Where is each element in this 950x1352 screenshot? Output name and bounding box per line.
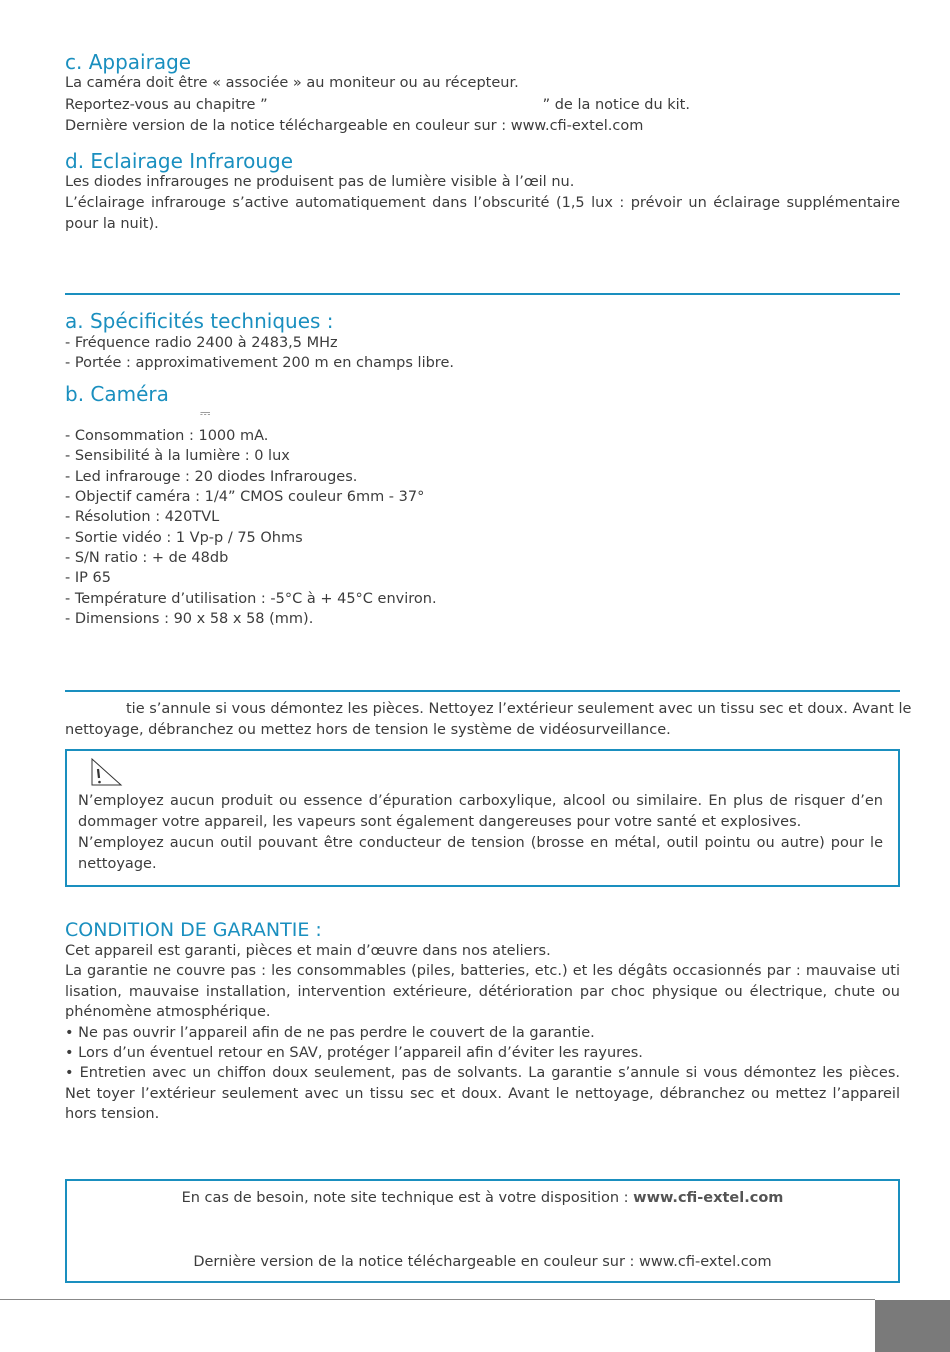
section-heading-appairage: c. Appairage bbox=[65, 50, 192, 74]
guarantee-bullet: • Ne pas ouvrir l’appareil afin de ne pas perdre le couvert de la garantie. bbox=[65, 1025, 595, 1041]
appairage-reference bbox=[65, 95, 690, 115]
spec-item: - Portée : approximativement 200 m en champs libre. bbox=[65, 355, 454, 371]
warning-box bbox=[65, 749, 900, 887]
maintenance-text: tie s’annule si vous démontez les pièces. Nettoyez l’extérieur seulement avec un tissu sec et doux. Avant le bbox=[126, 701, 912, 717]
support-box bbox=[65, 1179, 900, 1283]
support-text bbox=[67, 1188, 898, 1208]
support-url-link[interactable]: www.cfi-extel.com bbox=[633, 1190, 784, 1206]
guarantee-exclusions: La garantie ne couvre pas : les consommables (piles, batteries, etc.) et les dégâts occasionnés par : mauvaise uti lisation, mauvaise installation, intervention extérieure, détérioration par choc physique ou électrique, chute ou phénomène atmosphérique. bbox=[65, 963, 900, 1020]
camera-spec-item: - Température d’utilisation : -5°C à + 45°C environ. bbox=[65, 591, 437, 607]
dc-symbol-icon: ⎓ bbox=[200, 406, 211, 421]
support-notice-link: Dernière version de la notice téléchargeable en couleur sur : www.cfi-extel.com bbox=[193, 1254, 772, 1270]
warning-paragraph: N’employez aucun produit ou essence d’épuration carboxylique, alcool ou similaire. En plus de risquer d’en dommager votre appareil, les vapeurs sont également dangereuses pour votre santé et explosives. bbox=[78, 793, 883, 830]
camera-spec-item: - Objectif caméra : 1/4” CMOS couleur 6mm - 37° bbox=[65, 489, 425, 505]
appairage-text: La caméra doit être « associée » au moniteur ou au récepteur. bbox=[65, 75, 519, 91]
camera-spec-item: - S/N ratio : + de 48db bbox=[65, 550, 229, 566]
camera-spec-item: - Résolution : 420TVL bbox=[65, 509, 220, 525]
spec-item: - Fréquence radio 2400 à 2483,5 MHz bbox=[65, 335, 338, 351]
page-tab bbox=[875, 1300, 950, 1352]
guarantee-bullet: • Lors d’un éventuel retour en SAV, protéger l’appareil afin d’éviter les rayures. bbox=[65, 1045, 643, 1061]
guarantee-bullet: • Entretien avec un chiffon doux seulement, pas de solvants. La garantie s’annule si vous démontez les pièces. Net toyer l’extérieur seulement avec un tissu sec et doux. Avant le nettoyage, débranchez ou mettez l’appareil hors tension. bbox=[65, 1065, 900, 1122]
maintenance-text: nettoyage, débranchez ou mettez hors de tension le système de vidéosurveillance. bbox=[65, 722, 671, 738]
infrared-text: Les diodes infrarouges ne produisent pas de lumière visible à l’œil nu. bbox=[65, 174, 575, 190]
appairage-reference-start: Reportez-vous au chapitre ” bbox=[65, 97, 268, 113]
guarantee-text: Cet appareil est garanti, pièces et main d’œuvre dans nos ateliers. bbox=[65, 943, 551, 959]
camera-spec-item: - Sensibilité à la lumière : 0 lux bbox=[65, 448, 290, 464]
infrared-paragraph: L’éclairage infrarouge s’active automatiquement dans l’obscurité (1,5 lux : prévoir un éclairage supplémentaire pour la nuit). bbox=[65, 195, 900, 232]
section-divider bbox=[65, 293, 900, 295]
section-heading-infrared: d. Eclairage Infrarouge bbox=[65, 149, 294, 173]
warning-paragraph: N’employez aucun outil pouvant être conducteur de tension (brosse en métal, outil pointu ou autre) pour le nettoyage. bbox=[78, 835, 883, 872]
section-heading-camera: b. Caméra bbox=[65, 382, 169, 406]
footer-line bbox=[0, 1299, 875, 1300]
section-heading-specs: a. Spécificités techniques : bbox=[65, 309, 334, 333]
camera-spec-item: - IP 65 bbox=[65, 570, 111, 586]
appairage-reference-end: ” de la notice du kit. bbox=[542, 97, 690, 113]
appairage-notice-link: Dernière version de la notice téléchargeable en couleur sur : www.cfi-extel.com bbox=[65, 118, 644, 134]
warning-triangle-icon bbox=[89, 757, 123, 787]
section-heading-guarantee: CONDITION DE GARANTIE : bbox=[65, 919, 322, 941]
camera-spec-item: - Consommation : 1000 mA. bbox=[65, 428, 269, 444]
camera-spec-item: - Sortie vidéo : 1 Vp-p / 75 Ohms bbox=[65, 530, 303, 546]
support-text-label: En cas de besoin, note site technique est à votre disposition : bbox=[181, 1190, 634, 1206]
section-divider bbox=[65, 690, 900, 692]
camera-spec-item: - Led infrarouge : 20 diodes Infrarouges. bbox=[65, 469, 358, 485]
camera-spec-item: - Dimensions : 90 x 58 x 58 (mm). bbox=[65, 611, 314, 627]
